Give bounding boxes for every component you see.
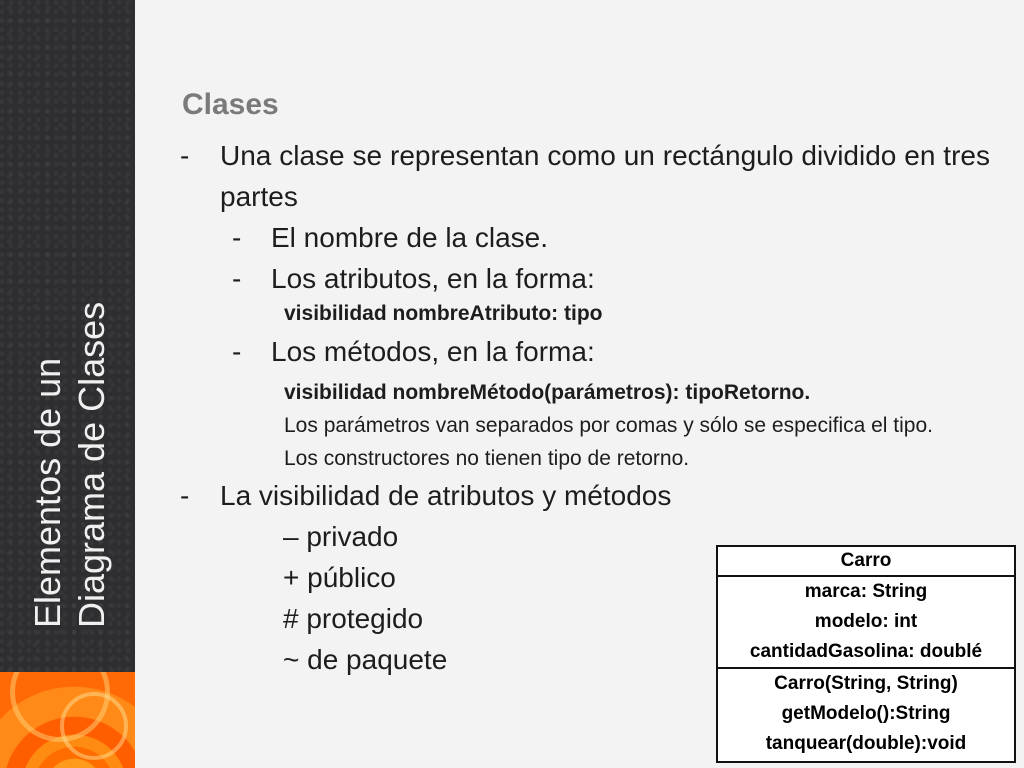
sub-bullet-name bbox=[180, 217, 990, 258]
slide-title-line-2: Diagrama de Clases bbox=[71, 301, 112, 628]
method-note-params: Los parámetros van separados por comas y sólo se especifica el tipo. bbox=[284, 414, 934, 437]
sub-bullet-text: Los atributos, en la forma: bbox=[271, 263, 595, 294]
uml-attribute: marca: String bbox=[804, 581, 928, 602]
visibility-private: – privado bbox=[283, 521, 399, 552]
content-heading: Clases bbox=[182, 88, 279, 121]
attribute-format: visibilidad nombreAtributo: tipo bbox=[284, 302, 603, 325]
bullet-intro bbox=[180, 135, 990, 217]
uml-class-name-section bbox=[718, 547, 1014, 577]
sub-bullet-attributes bbox=[180, 258, 990, 299]
bullet-visibility-text: La visibilidad de atributos y métodos bbox=[220, 480, 672, 511]
uml-methods-section bbox=[718, 669, 1014, 759]
dash-bullet: - bbox=[180, 480, 190, 511]
uml-class-diagram bbox=[716, 545, 1016, 763]
sidebar bbox=[0, 0, 135, 672]
decorative-orange-corner bbox=[0, 672, 135, 768]
visibility-package: ~ de paquete bbox=[283, 644, 448, 675]
uml-class-name: Carro bbox=[840, 550, 892, 571]
dash-bullet: - bbox=[232, 336, 242, 367]
uml-method: getModelo():String bbox=[781, 703, 951, 724]
uml-attributes-section bbox=[718, 577, 1014, 669]
dash-bullet: - bbox=[232, 263, 242, 294]
slide-title-line-1: Elementos de un bbox=[27, 357, 68, 628]
uml-attribute: modelo: int bbox=[814, 611, 918, 632]
sub-bullet-text: El nombre de la clase. bbox=[271, 222, 549, 253]
dash-bullet: - bbox=[180, 140, 190, 171]
bullet-intro-text: Una clase se representan como un rectángulo dividido en tres partes bbox=[220, 140, 990, 212]
uml-method: tanquear(double):void bbox=[765, 733, 967, 754]
visibility-public: + público bbox=[283, 562, 396, 593]
uml-method: Carro(String, String) bbox=[774, 673, 958, 694]
method-note-constructors: Los constructores no tienen tipo de retorno. bbox=[284, 447, 690, 470]
slide-title bbox=[26, 268, 114, 628]
visibility-protected: # protegido bbox=[283, 603, 424, 634]
sub-bullet-text: Los métodos, en la forma: bbox=[271, 336, 595, 367]
bullet-visibility bbox=[180, 475, 990, 516]
dash-bullet: - bbox=[232, 222, 242, 253]
method-format: visibilidad nombreMétodo(parámetros): tipoRetorno. bbox=[284, 381, 811, 404]
uml-attribute: cantidadGasolina: doublé bbox=[749, 641, 983, 662]
sub-bullet-methods bbox=[180, 331, 990, 372]
